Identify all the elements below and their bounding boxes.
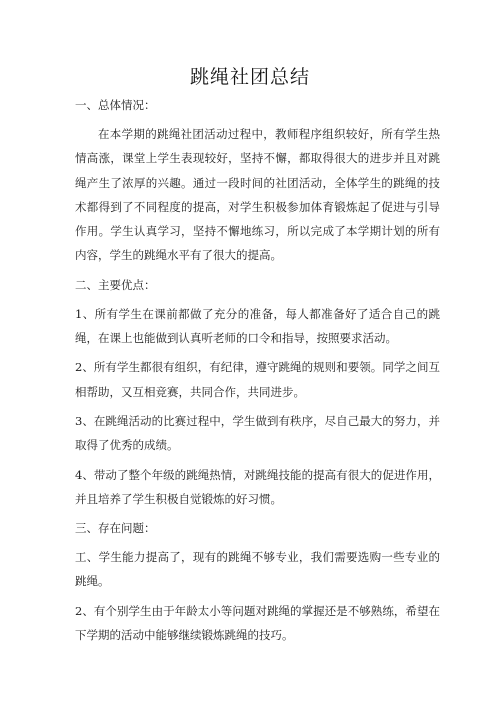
section-heading-overview: 一、总体情况：: [75, 98, 156, 112]
strength-item-1: 1、所有学生在课前都做了充分的准备，每人都准备好了适合自己的跳绳，在课上也能做到认真听老师的口令和指导，按照要求活动。: [75, 306, 440, 346]
problem-item-1: 工、学生能力提高了，现有的跳绳不够专业，我们需要选购一些专业的跳绳。: [75, 550, 440, 589]
overview-paragraph: 在本学期的跳绳社团活动过程中，教师程序组织较好，所有学生热情高涨，课堂上学生表现较好，坚持不懈，都取得很大的进步并且对跳绳产生了浓厚的兴趣。通过一段时间的社团活动，全体学生的跳绳的技术都得到了不同程度的提高，对学生积极参加体育锻炼起了促进与引导作用。学生认真学习，坚持不懈地练习，所以完成了本学期计划的所有内容，学生的跳绳水平有了很大的提高。: [75, 127, 440, 263]
strength-item-4: 4、带动了整个年级的跳绳热情，对跳绳技能的提高有很大的促进作用，并且培养了学生积极自觉锻炼的好习惯。: [75, 467, 440, 506]
document-title: 跳绳社团总结: [189, 66, 310, 88]
strength-item-2: 2、所有学生都很有组织，有纪律，遵守跳绳的规则和要领。同学之间互相帮助，又互相竞赛，共同合作，共同进步。: [75, 360, 440, 399]
document-body: [75, 93, 440, 652]
section-heading-strengths: 二、主要优点：: [75, 277, 156, 292]
problem-item-2: 2、有个别学生由于年龄太小等问题对跳绳的掌握还是不够熟练，希望在下学期的活动中能够继续锻炼跳绳的技巧。: [75, 603, 440, 643]
strength-item-3: 3、在跳绳活动的比赛过程中，学生做到有秩序，尽自己最大的努力，并取得了优秀的成绩。: [75, 413, 440, 453]
section-heading-problems: 三、存在问题：: [75, 521, 156, 536]
